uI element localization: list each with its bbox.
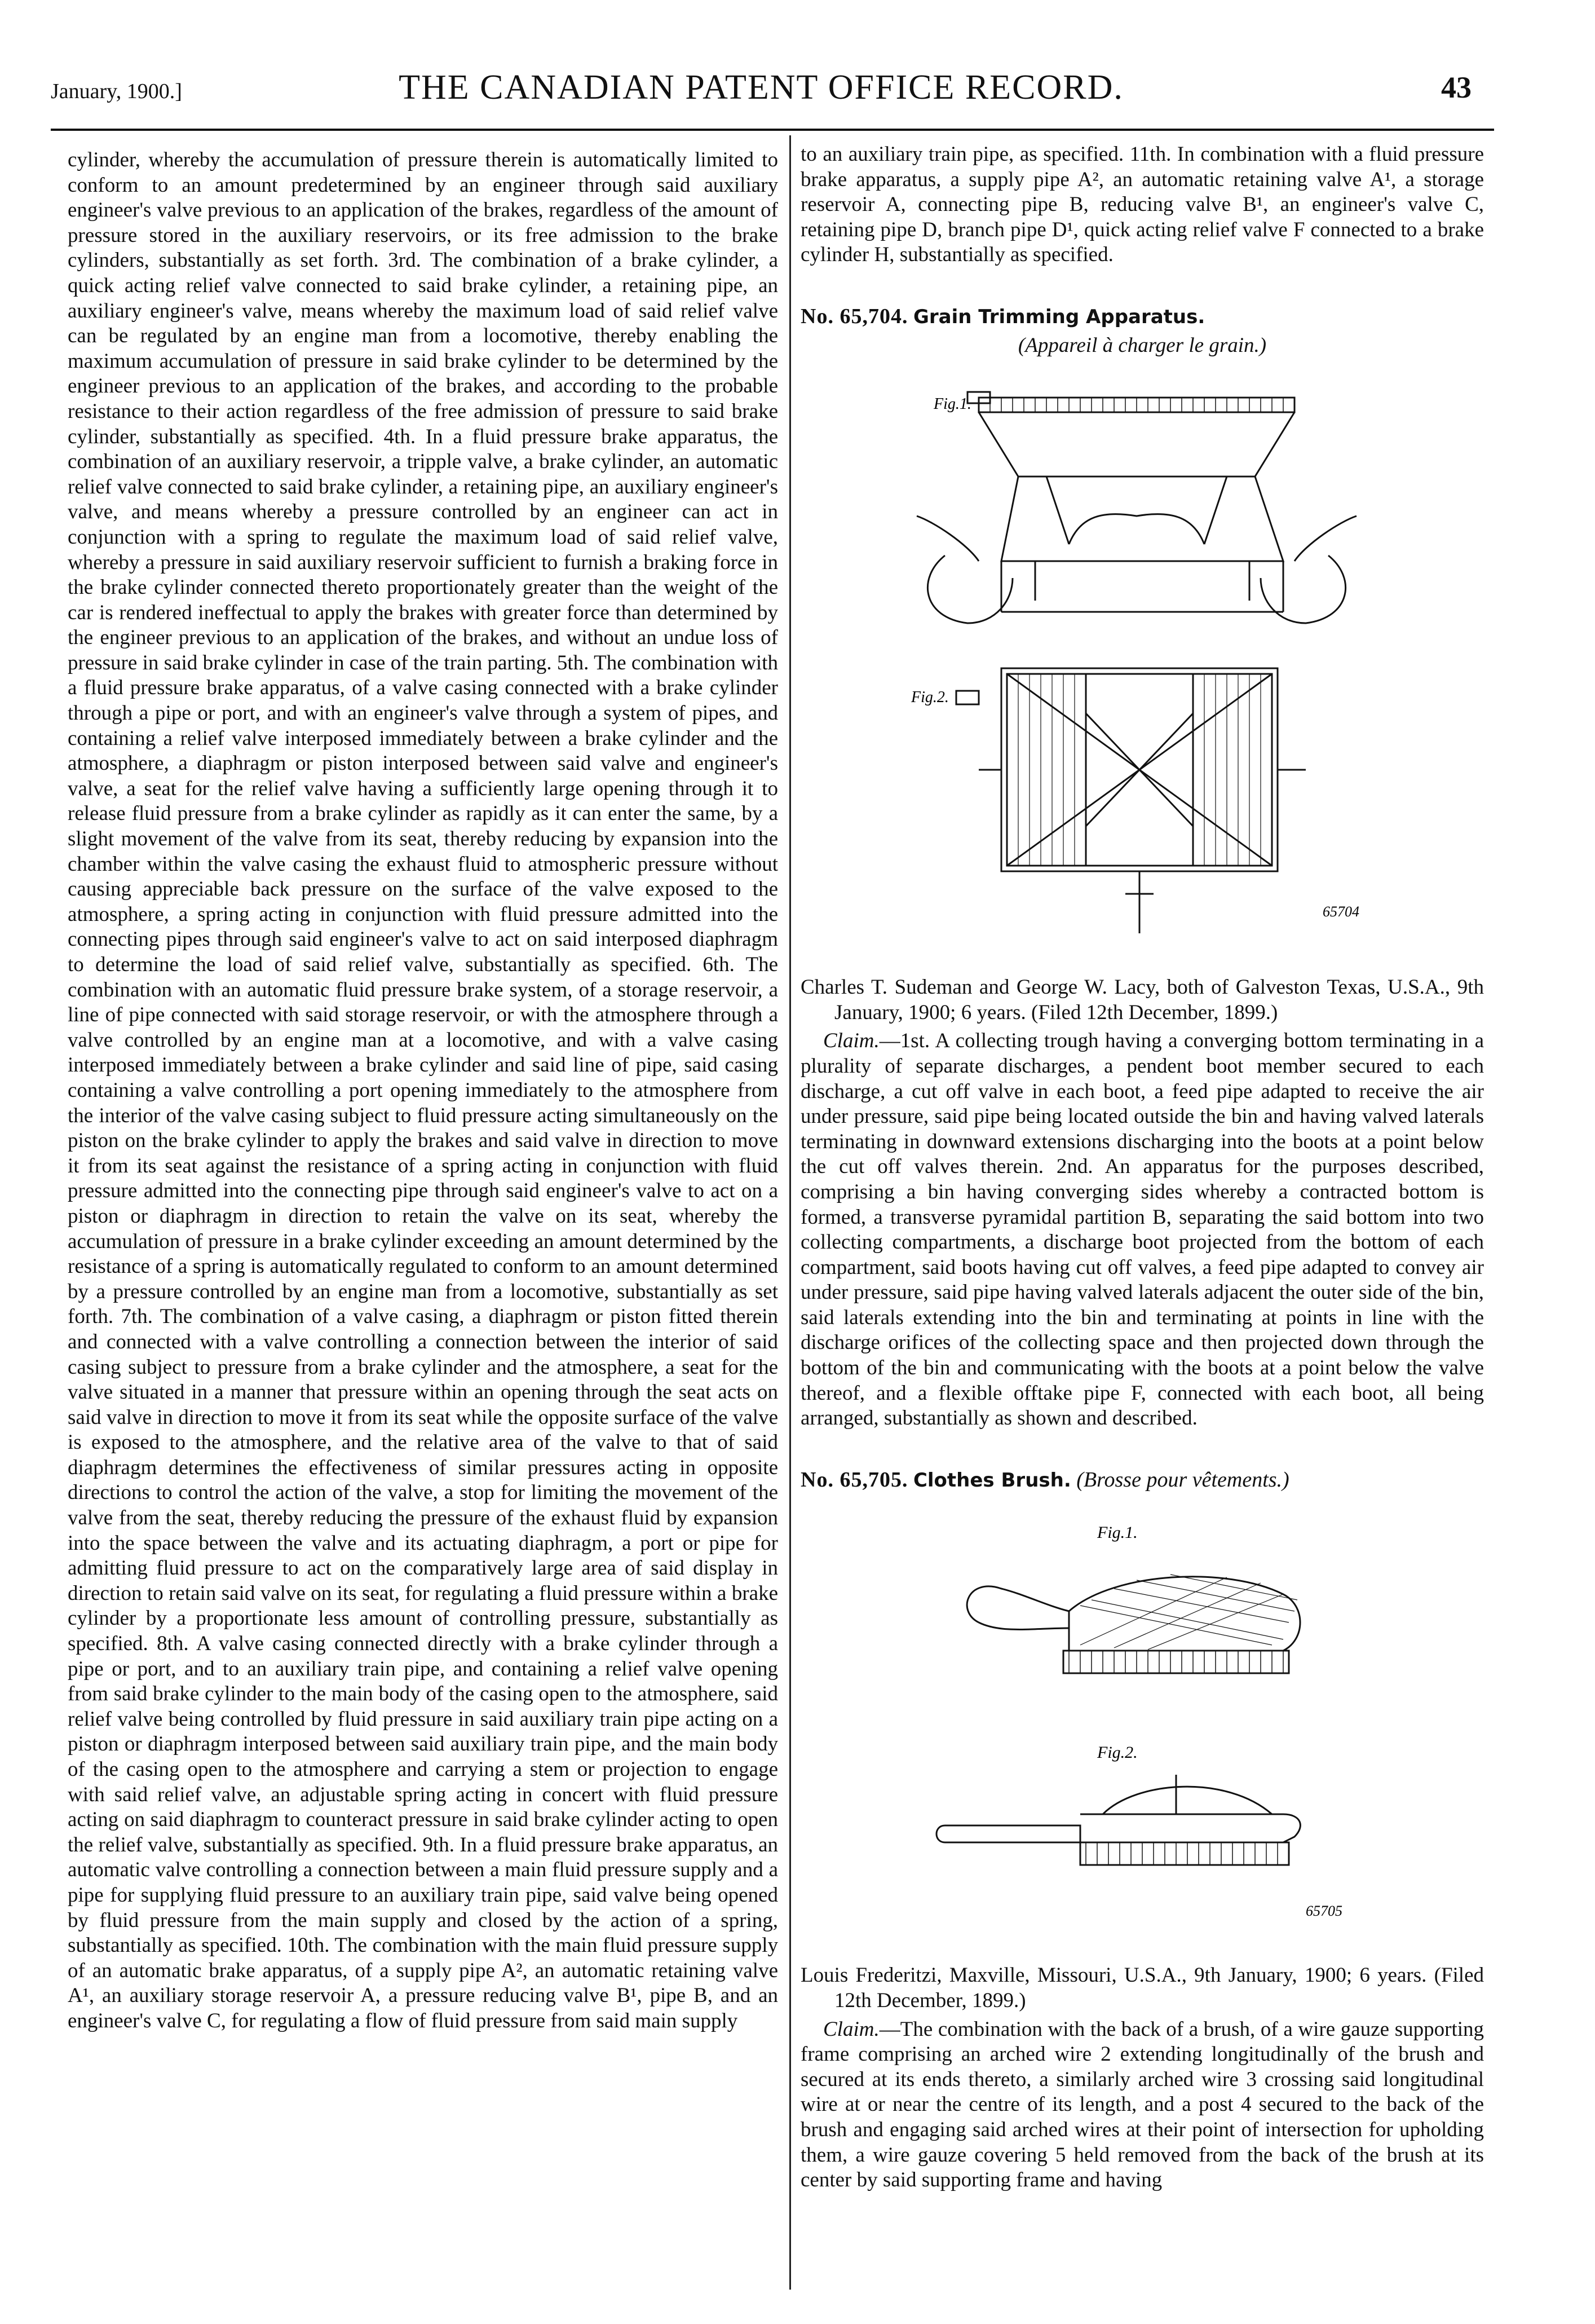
brush-fig2-label: Fig.2.	[1097, 1743, 1138, 1762]
claim-label: Claim.	[823, 1029, 880, 1053]
patent-heading-65705	[801, 1467, 1484, 1493]
patent-french-title: (Appareil à charger le grain.)	[1018, 333, 1267, 357]
page-number: 43	[1441, 70, 1472, 104]
patent-title: Clothes Brush.	[913, 1469, 1071, 1492]
column-divider	[789, 135, 791, 2290]
patent-heading-65704	[801, 304, 1484, 330]
patent-number: No. 65,705.	[801, 1467, 908, 1492]
patent-french-title: (Brosse pour vêtements.)	[1076, 1467, 1289, 1492]
patent-inventor-65704: Charles T. Sudeman and George W. Lacy, both of Galveston Texas, U.S.A., 9th January, 1900; 6 years. (Filed 12th December, 1899.)	[801, 976, 1484, 1024]
grain-trimming-apparatus-illustration	[832, 375, 1452, 962]
header-title: THE CANADIAN PATENT OFFICE RECORD.	[399, 68, 1124, 107]
claim-text: —The combination with the back of a brush, of a wire gauze supporting frame comprising an arched wire 2 extending longitudinally of the brush and secured at its ends thereto, a similarly arched wire 3 crossing said longitudinal wire at or near the centre of its length, and a post 4 secured to the back of the brush and engaging said arched wires at their point of intersection for upholding them, a wire gauze covering 5 held removed from the back of the brush at its center by said supporting frame and having	[801, 2017, 1484, 2192]
patent-mark-65705: 65705	[1306, 1903, 1342, 1920]
header-date: January, 1900.]	[51, 80, 182, 103]
right-column	[801, 142, 1484, 2193]
patent-claim-65705	[801, 2017, 1484, 2193]
fig1-label: Fig.1.	[934, 395, 971, 413]
clothes-brush-drawing	[832, 1510, 1452, 1950]
patent-claim-65704	[801, 1029, 1484, 1431]
grain-apparatus-drawing	[832, 375, 1452, 962]
patent-inventor-65705: Louis Frederitzi, Maxville, Missouri, U.S.A., 9th January, 1900; 6 years. (Filed 12th December, 1899.)	[801, 1964, 1484, 2013]
patent-mark-65704: 65704	[1323, 903, 1359, 920]
patent-number: No. 65,704.	[801, 304, 908, 328]
continued-claims-text: to an auxiliary train pipe, as specified. 11th. In combination with a fluid pressure brake apparatus, a supply pipe A², an automatic retaining valve A¹, a storage reservoir A, connecting pipe B, reducing valve B¹, an engineer's valve C, retaining pipe D, branch pipe D¹, quick acting relief valve F connected to a brake cylinder H, substantially as specified.	[801, 143, 1484, 267]
clothes-brush-illustration	[832, 1510, 1452, 1950]
claim-label: Claim.	[823, 2017, 880, 2041]
fig2-label: Fig.2.	[911, 689, 949, 707]
left-column	[68, 148, 778, 2034]
page-header	[51, 68, 1472, 113]
left-column-text: cylinder, whereby the accumulation of pressure therein is automatically limited to conform to an amount predetermined by an engineer through said auxiliary engineer's valve previous to an application of the brakes, regardless of the amount of pressure stored in the auxiliary reservoirs, or its free admission to the brake cylinders, substantially as set forth. 3rd. The combination of a brake cylinder, a quick acting relief valve connected to said brake cylinder, a retaining pipe, an auxiliary engineer's valve, means whereby the maximum load of said relief valve can be regulated by an engine man from a locomotive, thereby enabling the maximum accumulation of pressure in said brake cylinder to be determined by the engineer previous to an application of the brakes, and according to the probable resistance to their action regardless of the free admission of pressure to said brake cylinder, substantially as specified. 4th. In a fluid pressure brake apparatus, the combination of an auxiliary reservoir, a tripple valve, a brake cylinder, an automatic relief valve connected to said brake cylinder, a retaining pipe, an auxiliary engineer's valve, and means whereby a pressure controlled by an engineer can act in conjunction with a spring to regulate the maximum load of said relief valve, whereby a pressure in said auxiliary reservoir sufficient to furnish a braking force in the brake cylinder connected thereto proportionately greater than the weight of the car is rendered ineffectual to apply the brakes with greater force than determined by the engineer previous to an application of the brakes, and without an undue loss of pressure in said brake cylinder in case of the train parting. 5th. The combination with a fluid pressure brake apparatus, of a valve casing connected with a brake cylinder through a pipe or port, and with an engineer's valve through a system of pipes, and containing a relief valve interposed immediately between a brake cylinder and the atmosphere, a diaphragm or piston interposed between said valve and engineer's valve, a seat for the relief valve having a sufficiently large opening through it to release fluid pressure from a brake cylinder as rapidly as it can enter the same, by a slight movement of the valve from its seat, thereby reducing by expansion into the chamber within the valve casing the exhaust fluid to atmospheric pressure without causing appreciable back pressure on the surface of the valve exposed to the atmosphere, a spring acting in conjunction with fluid pressure admitted into the connecting pipes through said engineer's valve to act on said interposed diaphragm to determine the load of said relief valve, substantially as specified. 6th. The combination with an automatic fluid pressure brake system, of a storage reservoir, a line of pipe connected with said storage reservoir, or with the atmosphere through a valve controlled by an engine man at a locomotive, and with a valve casing interposed immediately between a brake cylinder and said line of pipe, said casing containing a valve controlling a port opening immediately to the atmosphere from the interior of the valve casing subject to fluid pressure acting simultaneously on the piston on the brake cylinder to apply the brakes and said valve in direction to move it from its seat against the resistance of a spring acting in conjunction with fluid pressure admitted into the connecting pipe through said engineer's valve to act on a piston or diaphragm in direction to retain the valve on its seat, whereby the accumulation of pressure in a brake cylinder exceeding an amount determined by the resistance of a spring is automatically regulated to conform to an amount determined by a pressure controlled by an engine man from a locomotive, substantially as set forth. 7th. The combination of a valve casing, a diaphragm or piston fitted therein and connected with a valve controlling a connection between the interior of said casing subject to pressure from a brake cylinder and the atmosphere, a seat for the valve situated in a manner that pressure within an opening through the seat acts on said valve in direction to move it from its seat while the opposite surface of the valve is exposed to the atmosphere, and the relative area of the valve to that of said diaphragm determines the effectiveness of similar pressures acting in opposite directions to control the action of the valve, a stop for limiting the movement of the valve from the seat, thereby reducing the pressure of the exhaust fluid by expansion into the space between the valve and its actuating diaphragm, a port or pipe for admitting fluid pressure to act on the comparatively large area of said display in direction to retain said valve on its seat, for regulating a fluid pressure within a brake cylinder by a proportionate less amount of controlling pressure, substantially as specified. 8th. A valve casing connected directly with a brake cylinder through a pipe or port, and to an auxiliary train pipe, and containing a relief valve opening from said brake cylinder to the main body of the casing open to the atmosphere, said relief valve being controlled by fluid pressure in said auxiliary train pipe acting on a piston or diaphragm interposed between said auxiliary train pipe, and the main body of the casing open to the atmosphere and carrying a stem or projection to engage with said relief valve, an adjustable spring acting in concert with fluid pressure acting on said diaphragm to counteract pressure in said brake cylinder acting to open the relief valve, substantially as specified. 9th. In a fluid pressure brake apparatus, an automatic valve controlling a connection between a main fluid pressure supply and a pipe for supplying fluid pressure to an auxiliary train pipe, said valve being opened by fluid pressure from the main supply and closed by the action of a spring, substantially as specified. 10th. The combination with the main fluid pressure supply of an automatic brake apparatus, of a supply pipe A², an automatic retaining valve A¹, an auxiliary storage reservoir A, a pressure reducing valve B¹, pipe B, and an engineer's valve C, for regulating a flow of fluid pressure from said main supply	[68, 148, 778, 2032]
brush-fig1-label: Fig.1.	[1097, 1523, 1138, 1542]
header-rule	[51, 129, 1494, 131]
patent-title: Grain Trimming Apparatus.	[913, 305, 1205, 328]
claim-text: —1st. A collecting trough having a converging bottom terminating in a plurality of separate discharges, a pendent boot member secured to each discharge, a cut off valve in each boot, a feed pipe adapted to receive the air under pressure, said pipe being located outside the bin and having valved laterals terminating in downward extensions discharging into the boots at a point below the cut off valves therein. 2nd. An apparatus for the purposes described, comprising a bin having converging sides whereby a contracted bottom is formed, a transverse pyramidal partition B, separating the said bottom into two collecting compartments, a discharge boot projected from the bottom of each compartment, said boots having cut off valves, a feed pipe adapted to convey air under pressure, said pipe having valved laterals adjacent the outer side of the bin, said laterals extending into the bin and terminating at points in line with the discharge orifices of the collecting space and then projected down through the bottom of the bin and communicating with the boots at a point below the valve thereof, and a flexible offtake pipe F, connected with each boot, all being arranged, substantially as shown and described.	[801, 1029, 1484, 1430]
